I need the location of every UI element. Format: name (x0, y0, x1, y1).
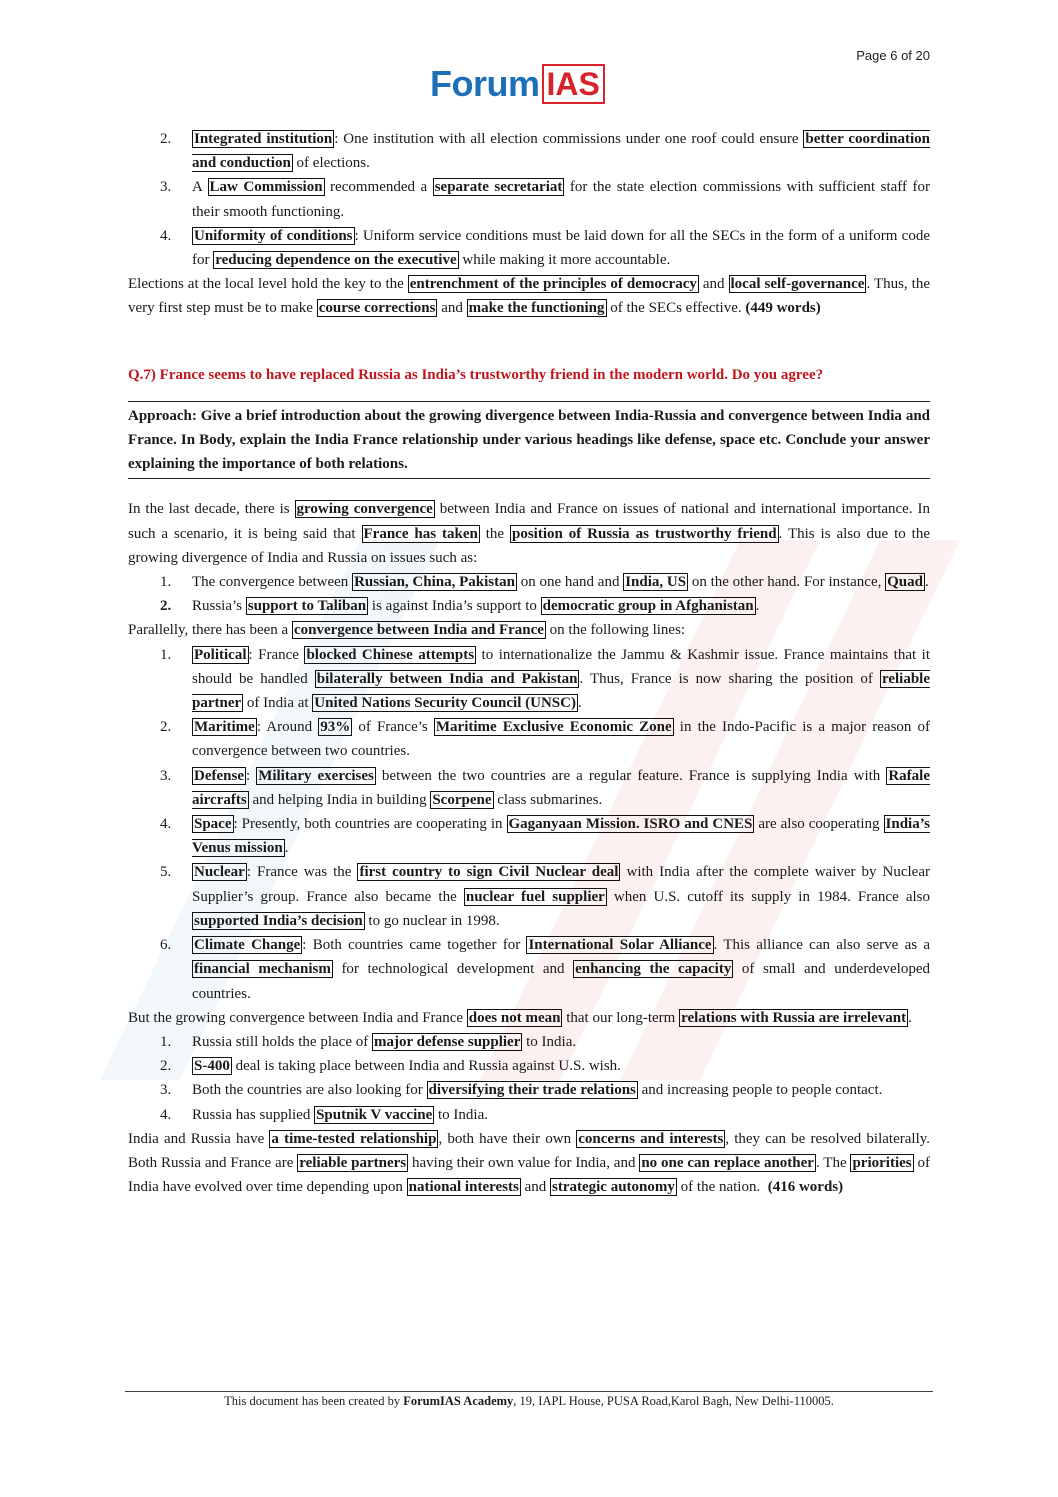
text: . (908, 1009, 912, 1026)
divergence-list (128, 570, 930, 618)
keyword-box: separate secretariat (434, 179, 563, 196)
keyword-box: blocked Chinese attempts (306, 646, 475, 663)
keyword-box: diversifying their trade relations (428, 1082, 636, 1099)
keyword-box: Uniformity of conditions (194, 227, 353, 244)
text: . (755, 598, 760, 615)
keyword-box: local self-governance (730, 276, 865, 293)
footer-divider (125, 1391, 933, 1392)
keyword-box: Military exercises (258, 767, 374, 784)
keyword-box: reliable partners (299, 1154, 407, 1171)
text: to India. (522, 1033, 577, 1050)
text: Russia still holds the place of (192, 1033, 372, 1050)
list-item (128, 764, 930, 812)
logo-ias-text: IAS (542, 64, 605, 104)
list-number: 4. (160, 1106, 172, 1123)
keyword-box: Gaganyaan Mission. ISRO and CNES (508, 816, 753, 833)
text: are also cooperating (754, 816, 884, 833)
text: . This is also due to the growing divergence of India and Russia on issues such as: (128, 525, 930, 566)
text: , both have their own (438, 1130, 577, 1147)
text: : One institution with all election commissions under one roof could ensure (334, 131, 804, 147)
list-item (128, 570, 930, 594)
keyword-box: Nuclear (194, 864, 245, 881)
word-count: (416 words) (767, 1179, 844, 1196)
text: . (924, 574, 929, 591)
keyword-box: United Nations Security Council (UNSC) (314, 695, 576, 712)
text: that our long-term (562, 1009, 680, 1026)
list-number: 2. (160, 131, 172, 147)
text: and helping India in building (248, 791, 431, 808)
text: in the Indo-Pacific is a major reason of convergence between two countries. (192, 719, 931, 760)
list-number: 1. (160, 574, 172, 591)
keyword-box: no one can replace another (641, 1154, 814, 1171)
russia-list (128, 1030, 930, 1127)
keyword-box: priorities (852, 1154, 912, 1171)
logo-forum-text: Forum (430, 63, 540, 104)
keyword-box: Sputnik V vaccine (316, 1106, 433, 1123)
keyword-box: entrenchment of the principles of democracy (409, 276, 697, 293)
text: on one hand and (516, 574, 624, 591)
keyword-box: make the functioning (468, 300, 605, 317)
parallel-paragraph (128, 618, 930, 642)
keyword-box: Maritime Exclusive Economic Zone (435, 719, 672, 736)
text: India and Russia have (128, 1130, 270, 1147)
keyword-box: relations with Russia are irrelevant (681, 1009, 907, 1026)
footer-org: ForumIAS Academy (403, 1394, 514, 1408)
text: A (192, 179, 208, 196)
list-number: 4. (160, 816, 172, 833)
text: to India. (434, 1106, 488, 1123)
text: when U.S. cutoff its supply in 1984. France also (606, 888, 931, 905)
keyword-box: Russian, China, Pakistan (354, 574, 515, 591)
text: of small and underdeveloped countries. (192, 961, 930, 1002)
text: Elections at the local level hold the key to the (128, 276, 408, 293)
keyword-box: reducing dependence on the executive (215, 252, 457, 269)
list-number: 1. (160, 1033, 172, 1050)
list-number: 3. (160, 767, 172, 784)
list-number: 5. (160, 864, 172, 881)
keyword-box: growing convergence (296, 501, 433, 518)
list-number: 2. (160, 598, 172, 615)
list-item (128, 1103, 930, 1127)
keyword-box: Integrated institution (194, 131, 333, 147)
but-paragraph (128, 1006, 930, 1030)
intro-list (128, 127, 930, 272)
text: to internationalize the Jammu & Kashmir issue. France maintains that it should be handled (192, 646, 930, 687)
list-number: 4. (160, 227, 172, 244)
text: of the SECs effective. (606, 300, 746, 317)
keyword-box: democratic group in Afghanistan (542, 598, 754, 615)
text: and (520, 1179, 550, 1196)
text: of India have evolved over time depending upon (128, 1154, 930, 1196)
keyword-box: a time-tested relationship (271, 1130, 437, 1147)
list-item (128, 860, 930, 933)
keyword-box: Space (194, 816, 232, 833)
keyword-box: strategic autonomy (552, 1179, 675, 1196)
text: In the last decade, there is (128, 501, 295, 518)
keyword-box: convergence between India and France (293, 622, 544, 639)
text: : France was the (246, 864, 358, 881)
text: : Around (256, 719, 319, 736)
list-item (128, 594, 930, 618)
text: on the following lines: (545, 622, 686, 639)
list-number: 3. (160, 179, 172, 196)
list-item (128, 175, 930, 223)
list-item (128, 643, 930, 716)
page-number: Page 6 of 20 (856, 48, 930, 63)
text: and (437, 300, 467, 317)
text: The convergence between (192, 574, 353, 591)
text: recommended a (324, 179, 433, 196)
text: of elections. (292, 155, 370, 172)
keyword-box: France has taken (363, 525, 478, 542)
list-item (128, 127, 930, 175)
text: : Both countries came together for (302, 937, 527, 954)
text: , they can be resolved bilaterally. Both Russia and France are (128, 1130, 931, 1171)
list-item (128, 1054, 930, 1078)
text: class submarines. (493, 791, 603, 808)
keyword-box: nuclear fuel supplier (465, 888, 605, 905)
text: of the nation. (676, 1179, 761, 1196)
text: : Uniform service conditions must be laid down for all the SECs in the form of a uniform code for (192, 227, 930, 269)
text: having their own value for India, and (408, 1154, 640, 1171)
list-number: 1. (160, 646, 172, 663)
word-count: (449 words) (745, 300, 821, 317)
text: . The (815, 1154, 851, 1171)
keyword-box: Law Commission (209, 179, 323, 196)
keyword-box: major defense supplier (373, 1033, 521, 1050)
text: for technological development and (332, 961, 574, 978)
keyword-box: India’s Venus mission (192, 816, 930, 857)
text: Parallelly, there has been a (128, 622, 292, 639)
keyword-box: supported India’s decision (194, 912, 363, 929)
list-number: 3. (160, 1082, 172, 1099)
list-item (128, 1030, 930, 1054)
text: for the state election commissions with sufficient staff for their smooth functioning. (192, 179, 930, 220)
question-heading: Q.7) France seems to have replaced Russia as India’s trustworthy friend in the modern world. Do you agree? (128, 366, 824, 383)
text: Both the countries are also looking for (192, 1082, 427, 1099)
list-item (128, 224, 930, 272)
keyword-box: India, US (625, 574, 687, 591)
intro-paragraph (128, 497, 930, 570)
text: the (479, 525, 510, 542)
text: But the growing convergence between India and France (128, 1009, 467, 1026)
list-number: 6. (160, 937, 172, 954)
text: deal is taking place between India and Russia against U.S. wish. (231, 1058, 621, 1075)
list-item (128, 933, 930, 1006)
text: between the two countries are a regular feature. France is supplying India with (375, 767, 887, 784)
keyword-box: Political (194, 646, 247, 663)
keyword-box: bilaterally between India and Pakistan (316, 670, 578, 687)
text: between India and France on issues of national and international importance. In such a scenario, it is being said that (128, 501, 930, 542)
footer (125, 1394, 933, 1409)
keyword-box: better coordination and conduction (192, 131, 930, 172)
keyword-box: enhancing the capacity (575, 961, 732, 978)
list-item (128, 715, 930, 763)
keyword-box: concerns and interests (578, 1130, 724, 1147)
keyword-box: Scorpene (432, 791, 492, 808)
text: , 19, IAPL House, PUSA Road,Karol Bagh, New Delhi-110005. (513, 1394, 834, 1408)
document-body (128, 127, 930, 1199)
text: on the other hand. For instance, (688, 574, 886, 591)
keyword-box: reliable partner (192, 670, 930, 712)
list-number: 2. (160, 1058, 172, 1075)
text: Russia has supplied (192, 1106, 315, 1123)
text: . This alliance can also serve as a (713, 937, 930, 954)
keyword-box: Quad (887, 574, 923, 591)
text: : (245, 767, 257, 784)
text: and (698, 276, 729, 293)
text: . (577, 695, 582, 712)
text: is against India’s support to (368, 598, 541, 615)
text: : France (248, 646, 305, 663)
keyword-box: Defense (194, 767, 244, 784)
keyword-box: national interests (408, 1179, 519, 1196)
previous-conclusion (128, 272, 930, 320)
keyword-box: Rafale aircrafts (192, 767, 930, 808)
text: with India after the complete waiver by Nuclear Supplier’s group. France also became the (192, 864, 930, 905)
keyword-box: Maritime (194, 719, 255, 736)
text: . Thus, France is now sharing the position of (579, 670, 880, 687)
text: of India at (243, 695, 313, 712)
text: of France’s (352, 719, 434, 736)
keyword-box: Climate Change (194, 937, 301, 954)
keyword-box: first country to sign Civil Nuclear deal (359, 864, 619, 881)
conclusion-paragraph (128, 1127, 930, 1200)
keyword-box: course corrections (318, 300, 436, 317)
convergence-list (128, 643, 930, 1006)
text: to go nuclear in 1998. (364, 912, 500, 929)
keyword-box: financial mechanism (194, 961, 331, 978)
keyword-box: International Solar Alliance (528, 937, 712, 954)
list-number: 2. (160, 719, 172, 736)
forumias-logo (430, 64, 605, 104)
keyword-box: support to Taliban (247, 598, 367, 615)
approach-box: Approach: Give a brief introduction about the growing divergence between India-Russia and convergence between India and France. In Body, explain the India France relationship under various headings like defense, space etc. Conclude your answer explaining the importance of both relations. (128, 401, 930, 480)
keyword-box: 93% (320, 719, 351, 736)
text: and increasing people to people contact. (637, 1082, 883, 1099)
text: : Presently, both countries are cooperating in (233, 816, 507, 833)
text: . (284, 840, 289, 857)
keyword-box: does not mean (468, 1009, 561, 1026)
text: . Thus, the very first step must be to make (128, 276, 930, 317)
text: This document has been created by (224, 1394, 404, 1408)
list-item (128, 812, 930, 860)
text: while making it more accountable. (458, 252, 671, 269)
text: Russia’s (192, 598, 246, 615)
keyword-box: position of Russia as trustworthy friend (511, 525, 777, 542)
list-item (128, 1078, 930, 1102)
keyword-box: S-400 (194, 1058, 230, 1075)
